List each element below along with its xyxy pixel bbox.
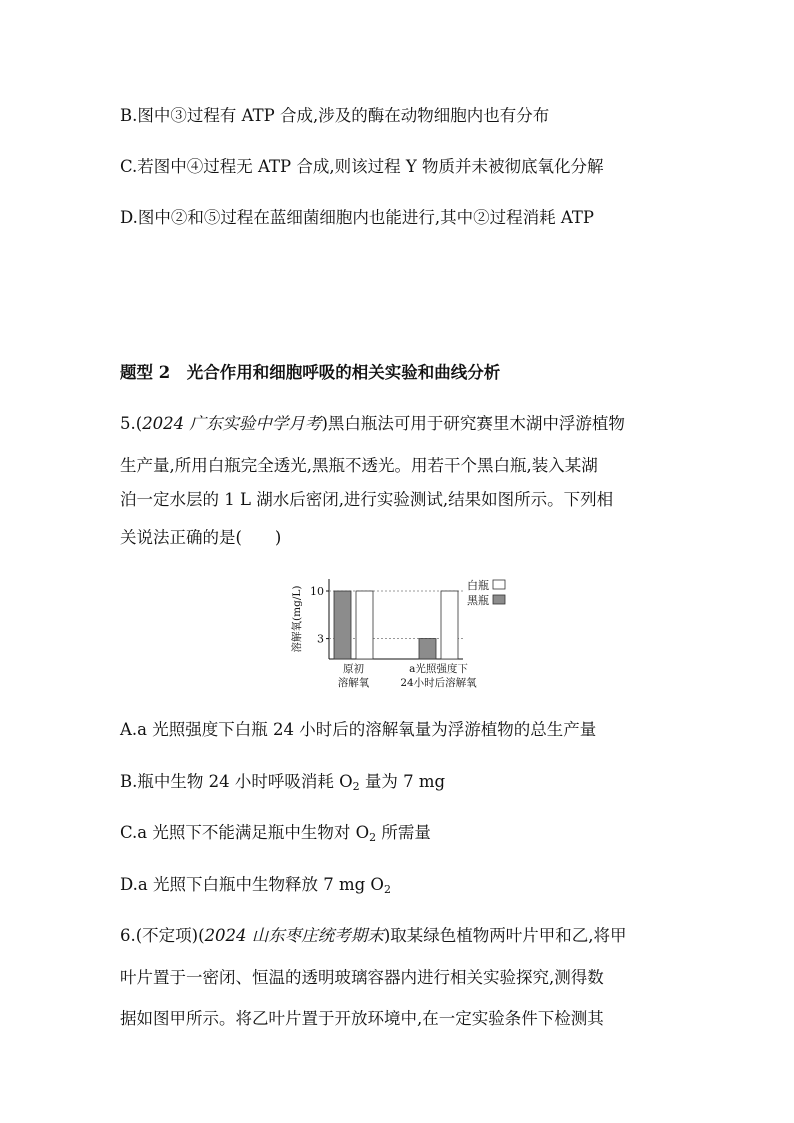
q5-option-c <box>120 823 431 848</box>
q5-number: 5.( <box>120 414 143 433</box>
q5-option-b <box>120 772 445 797</box>
option-d-prev: D.图中②和⑤过程在蓝细菌细胞内也能进行,其中②过程消耗 ATP <box>120 208 594 227</box>
q6-source: 2024 山东枣庄统考期末 <box>204 926 384 945</box>
bar-white-1 <box>356 591 373 659</box>
q5-option-c-sub: 2 <box>369 831 377 844</box>
q5-stem-line-4: 关说法正确的是( ) <box>120 528 282 547</box>
bar-black-2 <box>419 639 436 659</box>
q5-option-b-sub: 2 <box>352 780 360 793</box>
q5-option-c-post: 所需量 <box>376 823 431 842</box>
y-tick-label-3: 3 <box>317 632 324 646</box>
legend-label-1: 白瓶 <box>467 579 489 592</box>
q6-stem-line-3: 据如图甲所示。将乙叶片置于开放环境中,在一定实验条件下检测其 <box>120 1009 604 1028</box>
x-label-line2-2: 24小时后溶解氧 <box>400 677 477 689</box>
option-c-prev: C.若图中④过程无 ATP 合成,则该过程 Y 物质并未被彻底氧化分解 <box>120 157 604 176</box>
option-b-prev: B.图中③过程有 ATP 合成,涉及的酶在动物细胞内也有分布 <box>120 106 550 125</box>
q5-stem-line-1 <box>120 414 625 434</box>
q6-number: 6.(不定项)( <box>120 926 205 945</box>
q5-option-c-pre: C.a 光照下不能满足瓶中生物对 O <box>120 823 370 842</box>
section-heading: 题型 2 光合作用和细胞呼吸的相关实验和曲线分析 <box>120 363 501 382</box>
q6-stem-line-1 <box>120 926 627 946</box>
dissolved-oxygen-chart <box>285 577 515 689</box>
q5-option-a: A.a 光照强度下白瓶 24 小时后的溶解氧量为浮游植物的总生产量 <box>120 720 597 739</box>
legend-swatch-1 <box>493 580 505 589</box>
q5-source: 2024 广东实验中学月考 <box>142 414 322 433</box>
q5-stem-line-2: 生产量,所用白瓶完全透光,黑瓶不透光。用若干个黑白瓶,装入某湖 <box>120 456 598 475</box>
q5-option-d-sub: 2 <box>383 883 391 896</box>
x-label-line1-2: a光照强度下 <box>409 663 468 675</box>
x-label-line1-1: 原初 <box>343 663 364 675</box>
legend-label-2: 黑瓶 <box>467 594 489 607</box>
q5-option-d <box>120 875 391 900</box>
q5-stem-line-3: 泊一定水层的 1 L 湖水后密闭,进行实验测试,结果如图所示。下列相 <box>120 490 614 509</box>
q5-option-b-post: 量为 7 mg <box>359 772 446 791</box>
q6-stem-tail: )取某绿色植物两叶片甲和乙,将甲 <box>383 926 627 945</box>
x-label-line2-1: 溶解氧 <box>337 677 370 689</box>
y-tick-label-10: 10 <box>310 585 324 598</box>
q5-option-b-pre: B.瓶中生物 24 小时呼吸消耗 O <box>120 772 353 791</box>
legend-swatch-2 <box>493 595 505 604</box>
y-axis-label: 溶解氧(mg/L) <box>291 585 303 653</box>
q5-stem-tail: )黑白瓶法可用于研究赛里木湖中浮游植物 <box>321 414 625 433</box>
q5-option-d-pre: D.a 光照下白瓶中生物释放 7 mg O <box>120 875 384 894</box>
bar-white-2 <box>441 591 458 659</box>
q6-stem-line-2: 叶片置于一密闭、恒温的透明玻璃容器内进行相关实验探究,测得数 <box>120 968 604 987</box>
bar-black-1 <box>334 591 351 659</box>
